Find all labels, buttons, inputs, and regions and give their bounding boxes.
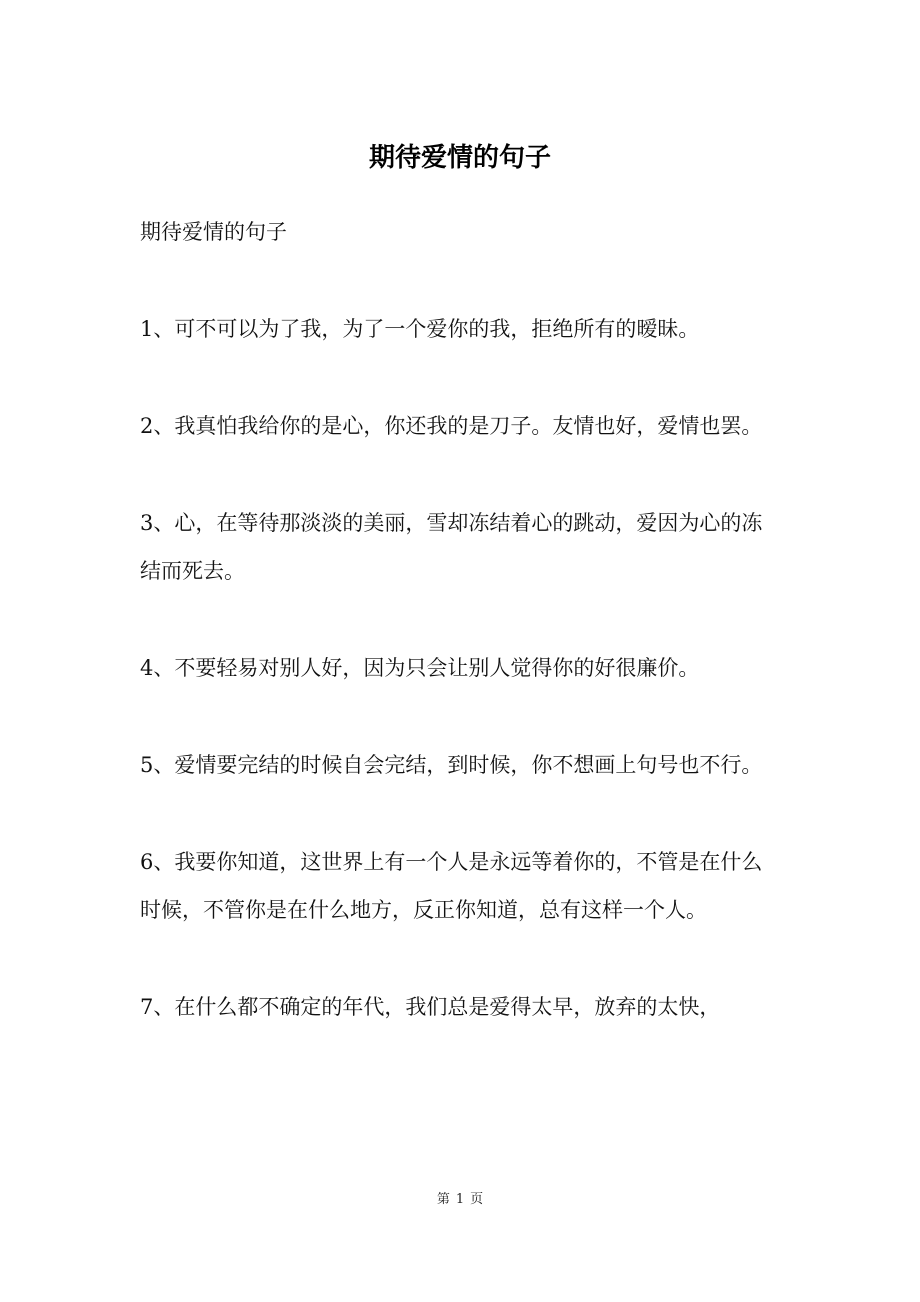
- page-number: 1: [455, 1192, 465, 1207]
- document-body: [140, 208, 780, 1080]
- quote-paragraph-5: 5、爱情要完结的时候自会完结，到时候，你不想画上句号也不行。: [140, 753, 763, 777]
- page-number-prefix: 第: [436, 1192, 450, 1207]
- document-title: 期待爱情的句子: [368, 143, 551, 173]
- quote-paragraph-1: 1、可不可以为了我，为了一个爱你的我，拒绝所有的暧昧。: [140, 317, 700, 341]
- page-number-suffix: 页: [470, 1192, 484, 1207]
- quote-paragraph-2: 2、我真怕我给你的是心，你还我的是刀子。友情也好，爱情也罢。: [140, 414, 763, 438]
- quote-paragraph-7: 7、在什么都不确定的年代，我们总是爱得太早，放弃的太快，: [140, 995, 721, 1019]
- quote-paragraph-3: 3、心，在等待那淡淡的美丽，雪却冻结着心的跳动，爱因为心的冻结而死去。: [140, 511, 763, 583]
- subtitle-paragraph: 期待爱情的句子: [140, 220, 287, 244]
- page-footer: [0, 1190, 920, 1210]
- quote-paragraph-4: 4、不要轻易对别人好，因为只会让别人觉得你的好很廉价。: [140, 656, 700, 680]
- quote-paragraph-6: 6、我要你知道，这世界上有一个人是永远等着你的，不管是在什么时候，不管你是在什么地方，反正你知道，总有这样一个人。: [140, 850, 763, 922]
